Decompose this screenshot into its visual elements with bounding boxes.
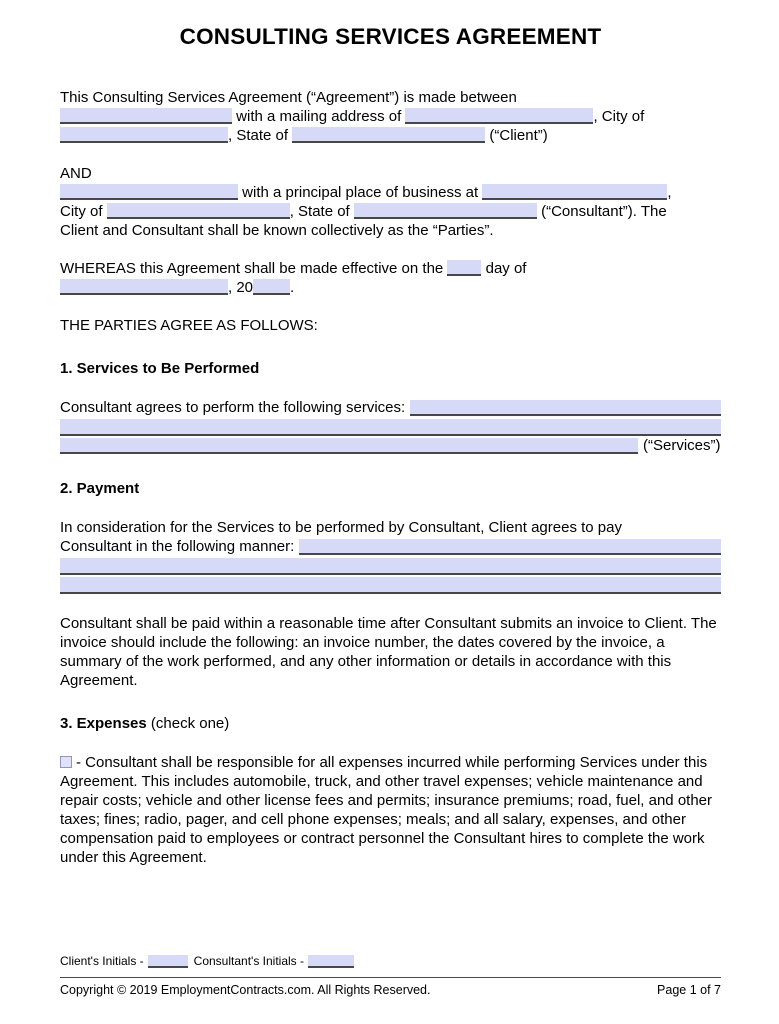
payment-text-2: Consultant in the following manner: (60, 538, 295, 555)
effective-day-field[interactable] (447, 260, 481, 276)
intro-text-state: , State of (228, 127, 289, 144)
services-field-line1[interactable] (410, 400, 721, 416)
whereas-text-dayof: day of (485, 260, 527, 277)
invoice-terms-text: Consultant shall be paid within a reasonable time after Consultant submits an invoice to Client. The invoice should include the following: an invoice number, the dates covered by the invoice, a summary of the work performed, and any other information or details in accordance with this Agreement. (60, 615, 717, 689)
services-paragraph (60, 398, 721, 455)
document-title: CONSULTING SERVICES AGREEMENT (179, 24, 602, 49)
client-city-field[interactable] (60, 127, 228, 143)
and-line-1 (60, 164, 721, 183)
consultant-initials-label: Consultant's Initials - (193, 954, 304, 968)
whereas-text-1: WHEREAS this Agreement shall be made effective on the (60, 260, 444, 277)
client-initials-label: Client's Initials - (60, 954, 144, 968)
intro-line-3 (60, 126, 721, 145)
client-name-field[interactable] (60, 108, 232, 124)
and-text-collectively: Client and Consultant shall be known collectively as the “Parties”. (60, 222, 494, 239)
copyright-text: Copyright © 2019 EmploymentContracts.com. All Rights Reserved. (60, 983, 431, 997)
section3-heading-bold: 3. Expenses (60, 715, 147, 732)
intro-paragraph (60, 88, 721, 145)
and-line-4 (60, 221, 721, 240)
services-field-line2[interactable] (60, 419, 721, 436)
agree-heading-text: THE PARTIES AGREE AS FOLLOWS: (60, 317, 318, 334)
section3-heading-suffix: (check one) (146, 715, 230, 732)
expenses-option-paragraph (60, 753, 721, 867)
and-line-3 (60, 202, 721, 221)
expenses-option-checkbox[interactable] (60, 756, 72, 768)
services-label-text: (“Services”) (643, 437, 721, 454)
intro-line-2 (60, 107, 721, 126)
and-text-comma: , (667, 184, 672, 201)
and-label: AND (60, 165, 92, 182)
whereas-text-20: , 20 (228, 279, 254, 296)
effective-month-field[interactable] (60, 279, 228, 295)
and-text-city: City of (60, 203, 103, 220)
agree-heading (60, 316, 721, 335)
client-initials-field[interactable] (148, 955, 188, 968)
document-content (60, 0, 721, 867)
initials-row (60, 954, 360, 969)
intro-text-city: , City of (593, 108, 645, 125)
and-line-2 (60, 183, 721, 202)
payment-line-2 (60, 537, 721, 556)
whereas-paragraph (60, 259, 721, 297)
section3-heading (60, 714, 721, 733)
footer-row (60, 983, 721, 998)
services-field-line3[interactable] (60, 438, 638, 454)
and-paragraph (60, 164, 721, 240)
footer-divider (60, 977, 721, 978)
payment-text-1: In consideration for the Services to be performed by Consultant, Client agrees to pay (60, 519, 622, 536)
consultant-city-field[interactable] (107, 203, 290, 219)
section1-heading: 1. Services to Be Performed (60, 360, 260, 377)
effective-year-field[interactable] (253, 279, 290, 295)
consultant-name-field[interactable] (60, 184, 238, 200)
whereas-line-1 (60, 259, 721, 278)
payment-paragraph-2 (60, 614, 721, 690)
page-number: Page 1 of 7 (657, 983, 721, 997)
intro-line-1 (60, 88, 721, 107)
services-line-1 (60, 398, 721, 417)
client-address-field[interactable] (405, 108, 593, 124)
and-text-consultant: (“Consultant”). The (541, 203, 667, 220)
and-text-state: , State of (289, 203, 350, 220)
whereas-text-period: . (290, 279, 295, 296)
consultant-state-field[interactable] (354, 203, 537, 219)
intro-text-mailing: with a mailing address of (236, 108, 402, 125)
payment-manner-field-line3[interactable] (60, 577, 721, 594)
consultant-address-field[interactable] (482, 184, 667, 200)
services-line-3 (60, 436, 721, 455)
intro-text-client: (“Client”) (489, 127, 548, 144)
client-state-field[interactable] (292, 127, 485, 143)
services-lead-text: Consultant agrees to perform the following services: (60, 399, 406, 416)
payment-manner-field-line2[interactable] (60, 558, 721, 575)
intro-text-1: This Consulting Services Agreement (“Agreement”) is made between (60, 89, 517, 106)
payment-paragraph-1 (60, 518, 721, 594)
and-text-business: with a principal place of business at (242, 184, 479, 201)
payment-line-1 (60, 518, 721, 537)
payment-manner-field-line1[interactable] (299, 539, 721, 555)
whereas-line-2 (60, 278, 721, 297)
expenses-option-text: - Consultant shall be responsible for all expenses incurred while performing Services under this Agreement. This includes automobile, truck, and other travel expenses; vehicle maintenance and repair costs; vehicle and other license fees and permits; insurance premiums; road, fuel, and other taxes; fines; radio, pager, and cell phone expenses; meals; and all salary, expenses, and other compensation paid to employees or contract personnel the Consultant hires to complete the work under this Agreement. (60, 754, 713, 866)
consultant-initials-field[interactable] (308, 955, 354, 968)
section2-heading: 2. Payment (60, 480, 140, 497)
